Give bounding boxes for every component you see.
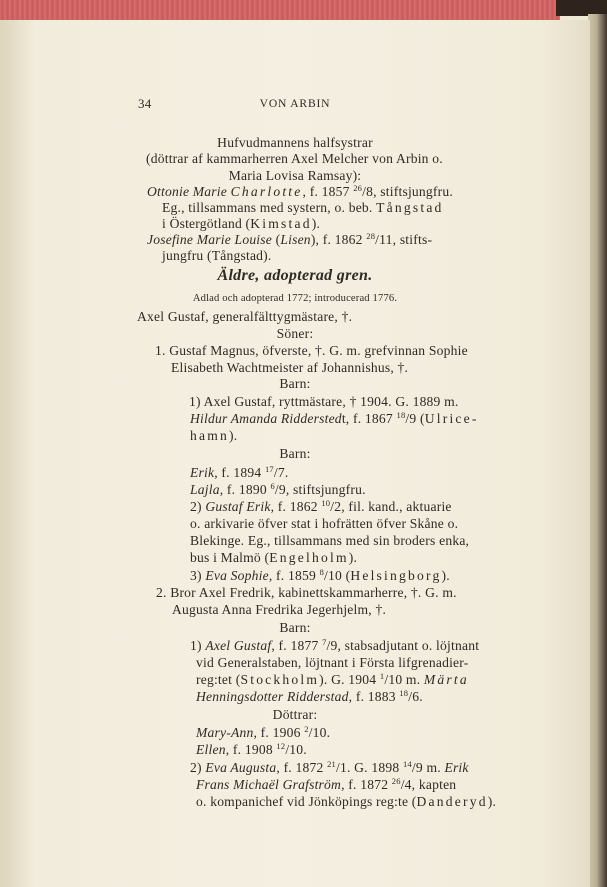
text-line	[137, 309, 352, 325]
text-line	[190, 638, 479, 654]
text-run: ).	[311, 216, 321, 231]
page-content	[0, 20, 590, 887]
text-run: , f. 1883	[348, 689, 400, 704]
text-run: Helsingborg	[350, 568, 442, 583]
superscript: 18	[396, 410, 406, 420]
superscript: 14	[402, 759, 412, 769]
text-line	[190, 482, 366, 498]
text-run: /10 (	[324, 568, 351, 583]
superscript: 18	[399, 688, 409, 698]
superscript: 1	[379, 671, 385, 681]
text-line	[146, 151, 443, 167]
text-run: Äldre, adopterad gren.	[217, 267, 373, 284]
text-run: (döttrar af kammarherren Axel Melcher von Arbin o.	[146, 151, 443, 166]
text-run: Stockholm	[240, 672, 320, 687]
text-line	[196, 655, 468, 671]
text-run: , f. 1908	[225, 742, 277, 757]
text-run: Lajla	[190, 482, 220, 497]
text-line	[196, 672, 469, 688]
text-run: /9 m.	[411, 760, 445, 775]
red-cover-edge	[0, 0, 560, 22]
text-run: Ellen	[196, 742, 226, 757]
text-line	[171, 360, 408, 376]
text-line	[155, 343, 468, 359]
text-run: Axel Gustaf	[205, 638, 272, 653]
text-run: ).	[441, 568, 450, 583]
text-run: ).	[229, 428, 238, 443]
text-run: Hildur Amanda Riddersted	[190, 411, 342, 426]
text-run: 1. Gustaf Magnus, öfverste, †. G. m. grefvinnan Sophie	[155, 343, 468, 358]
text-run: /8, stiftsjungfru.	[362, 184, 453, 199]
text-run: Maria Lovisa Ramsay):	[228, 168, 362, 183]
text-line	[0, 376, 590, 392]
text-run: Josefine Marie Louise	[147, 232, 276, 247]
superscript: 6	[270, 481, 275, 491]
text-run: /9, stiftsjungfru.	[274, 482, 366, 497]
text-run: Lisen	[280, 232, 311, 247]
text-run: , f. 1872	[276, 760, 328, 775]
text-run: Elisabeth Wachtmeister af Johannishus, †.	[171, 360, 409, 375]
text-run: /11, stifts-	[375, 232, 433, 247]
text-run: , f. 1890	[219, 482, 271, 497]
text-run: o. arkivarie öfver stat i hofrätten öfver Skåne o.	[190, 516, 459, 531]
text-run: Danderyd	[416, 794, 488, 809]
text-run: Axel Gustaf, generalfälttygmästare, †.	[137, 309, 353, 324]
superscript: 12	[276, 741, 286, 751]
text-line	[162, 200, 444, 216]
text-run: Charlotte	[230, 184, 303, 199]
text-line	[196, 689, 423, 705]
text-line	[147, 184, 453, 200]
text-line	[190, 428, 237, 444]
text-line	[0, 135, 590, 151]
text-line	[189, 394, 459, 410]
text-run: vid Generalstaben, löjtnant i Första lifgrenadier-	[196, 655, 469, 670]
text-run: /2, fil. kand., aktuarie	[330, 499, 452, 514]
superscript: 26	[391, 776, 401, 786]
text-run: 1)	[190, 638, 206, 653]
text-line	[147, 232, 432, 248]
text-run: Söner:	[276, 326, 314, 341]
text-run: 1) Axel Gustaf, ryttmästare, † 1904. G. 1889 m.	[189, 394, 459, 409]
text-line	[190, 411, 479, 427]
text-run: Blekinge. Eg., tillsammans med sin broders enka,	[190, 533, 470, 548]
text-run: ).	[487, 794, 497, 809]
text-run: Adlad och adopterad 1772; introducerad 1776.	[192, 293, 398, 304]
superscript: 7	[322, 637, 327, 647]
text-run: ), f. 1862	[310, 232, 367, 247]
text-line	[190, 465, 288, 481]
text-run: bus i Malmö (	[190, 550, 270, 565]
text-run: ). G. 1904	[319, 672, 380, 687]
text-line	[196, 742, 307, 758]
text-run: Eg., tillsammans med systern, o. beb.	[162, 200, 377, 215]
text-run: Barn:	[279, 376, 311, 391]
text-run: , f. 1877	[271, 638, 323, 653]
superscript: 28	[366, 231, 376, 241]
text-run: Ulrice-	[424, 411, 479, 426]
text-run: Eva Sophie	[205, 568, 269, 583]
text-run: Frans Michaël Grafström	[196, 777, 342, 792]
text-run: o. kompanichef vid Jönköpings reg:te (	[196, 794, 417, 809]
text-line	[0, 168, 590, 184]
text-run: /10.	[308, 725, 331, 740]
text-run: 2. Bror Axel Fredrik, kabinettskammarherre, †. G. m.	[156, 585, 457, 600]
text-run: Mary-Ann	[196, 725, 254, 740]
text-line	[156, 585, 457, 601]
text-run: /7.	[273, 465, 289, 480]
text-line	[0, 291, 590, 307]
text-run: Henningsdotter Ridderstad	[196, 689, 349, 704]
text-run: 3)	[190, 568, 206, 583]
superscript: 10	[321, 498, 331, 508]
page-edge-right	[588, 14, 607, 887]
text-run: jungfru (Tångstad).	[162, 248, 272, 263]
text-line	[0, 707, 590, 723]
text-line	[0, 620, 590, 636]
text-run: /9, stabsadjutant o. löjtnant	[326, 638, 480, 653]
text-run: Erik	[444, 760, 469, 775]
superscript: 8	[319, 567, 325, 577]
text-run: /10.	[285, 742, 307, 757]
text-line	[0, 326, 590, 342]
page-number: 34	[138, 96, 152, 111]
superscript: 21	[327, 759, 336, 769]
text-run: (	[275, 232, 281, 247]
text-run: Engelholm	[269, 550, 349, 565]
text-run: , f. 1859	[268, 568, 320, 583]
text-line	[190, 533, 469, 549]
superscript: 17	[264, 464, 274, 474]
text-run: reg:tet (	[196, 672, 241, 687]
text-run: , f. 1872	[341, 777, 392, 792]
text-line	[0, 446, 590, 462]
text-line	[196, 725, 330, 741]
text-line	[196, 777, 456, 793]
text-run: /6.	[408, 689, 423, 704]
text-run: , f. 1857	[302, 184, 354, 199]
text-run: Gustaf Erik	[205, 499, 271, 514]
text-run: , f. 1894	[214, 465, 265, 480]
text-run: /10 m.	[384, 672, 424, 687]
text-run: t	[341, 411, 346, 426]
text-run: 2)	[190, 499, 206, 514]
text-run: Barn:	[279, 446, 311, 461]
text-run: 2)	[190, 760, 206, 775]
text-line	[196, 794, 496, 810]
superscript: 26	[353, 183, 363, 193]
text-line	[190, 760, 469, 776]
text-run: ).	[348, 550, 358, 565]
superscript: 2	[304, 724, 309, 734]
text-run: Barn:	[279, 620, 311, 635]
running-title: VON ARBIN	[259, 97, 331, 110]
text-line	[190, 550, 357, 566]
text-run: Döttrar:	[272, 707, 318, 722]
text-run: , f. 1867	[345, 411, 397, 426]
text-run: Erik	[190, 465, 215, 480]
text-run: /9 (	[405, 411, 425, 426]
text-run: Augusta Anna Fredrika Jegerhjelm, †.	[172, 602, 387, 617]
text-line	[0, 268, 590, 284]
text-run: /4, kapten	[400, 777, 457, 792]
text-run: Eva Augusta	[205, 760, 277, 775]
text-run: hamn	[190, 428, 230, 443]
text-run: /1. G. 1898	[336, 760, 403, 775]
text-run: , f. 1906	[253, 725, 305, 740]
text-line	[190, 499, 452, 515]
text-run: Kimstad	[250, 216, 312, 231]
text-line	[172, 602, 386, 618]
text-run: i Östergötland (	[162, 216, 251, 231]
text-run: Ottonie Marie	[147, 184, 231, 199]
text-run: Hufvudmannens halfsystrar	[217, 135, 373, 150]
text-line	[162, 248, 272, 264]
text-line	[190, 568, 450, 584]
book-page	[0, 20, 590, 887]
text-run: Tångstad	[376, 200, 444, 215]
text-run: , f. 1862	[270, 499, 322, 514]
text-run: Märta	[423, 672, 469, 687]
text-line	[162, 216, 320, 232]
text-line	[190, 516, 458, 532]
